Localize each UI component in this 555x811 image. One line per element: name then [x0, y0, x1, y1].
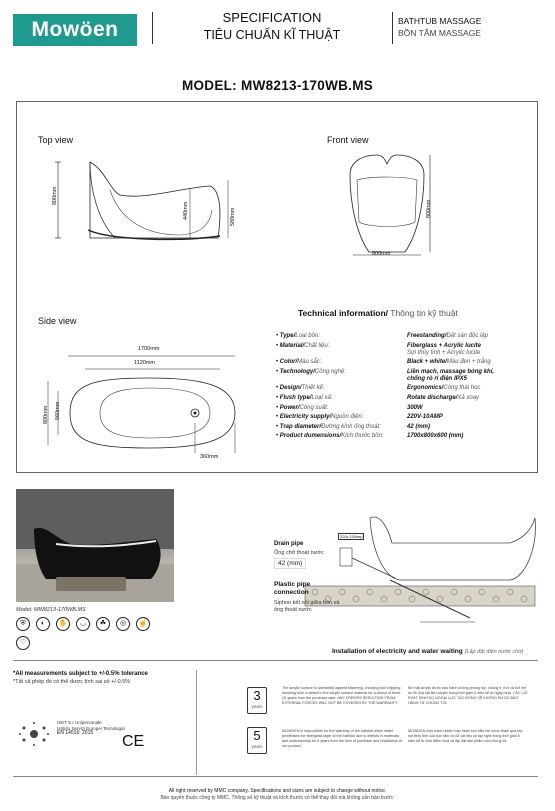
drop-icon: ◐ [36, 617, 50, 631]
spec-key: Flush type/ [279, 394, 312, 401]
spec-key-vi: Công suất: [299, 404, 329, 411]
electric-label: 220v 10Amp [340, 534, 363, 539]
spec-key-vi: Nguồn điện: [331, 414, 364, 421]
photo-caption: Model: MW8213-170WB.MS [16, 607, 86, 613]
spec-key: Technology/ [279, 368, 315, 375]
front-view-label: Front view [327, 135, 369, 145]
bathtub-photo-drawing [16, 489, 174, 602]
model-title: MODEL: MW8213-170WB.MS [181, 78, 374, 93]
installation-caption-vi: (Lắp đặt điện nước chờ) [464, 649, 524, 655]
warranty-5-unit: years [251, 744, 263, 749]
top-view-label: Top view [38, 135, 74, 145]
spec-row: • Design/Thiết kế: Ergonomics/Công thái học [276, 385, 481, 392]
dim-top-580: 580mm [230, 207, 236, 226]
vertical-divider [196, 670, 197, 775]
ce-mark: CE [122, 733, 145, 750]
touch-icon: ☝ [136, 617, 150, 631]
spec-row: • Material/Chất liệu: Fiberglass + Acrylic lucite Sợi thủy tinh + Acrylic lucite [276, 342, 481, 356]
spec-key: Electricity supply/ [279, 414, 332, 421]
spec-value-vi: Sợi thủy tinh + Acrylic lucite [407, 349, 481, 356]
leaf-icon: ☘ [96, 617, 110, 631]
spec-value-2: chống rò rỉ điện IPX5 [407, 375, 468, 382]
warranty-5-badge [247, 727, 267, 754]
installation-caption [332, 648, 523, 655]
spec-value: Fiberglass + Acrylic lucite [407, 342, 481, 349]
spec-key: Design/ [279, 385, 302, 392]
spec-value-vi: Màu đen + trắng [446, 359, 491, 366]
spec-key-vi: Đường kính ống thoát: [321, 423, 381, 430]
spec-key-vi: Loại xả: [311, 394, 333, 401]
cert-line3: EN 14516: 2015 [57, 730, 94, 736]
installation-caption-en: Installation of electricity and water waiting [332, 648, 463, 655]
spec-value-vi: Công thái học [443, 385, 481, 392]
spec-value: Freestanding/ [407, 333, 447, 339]
spec-key: Product dumensions/ [279, 433, 342, 440]
spec-row: • Power/Công suất: 300W [276, 404, 423, 411]
warranty-5-text-en: MOWOEN is responsible for the warranty of the bathtub when water penetrates the fiberglass layer of the bathtub due to defects in materials and workmanship for 5 years from the time of purchase and installation of our product. [282, 729, 402, 748]
dim-front-800w: 800mm [372, 251, 391, 257]
tolerance-en: *All measurements subject to +/-0.5% tolerance [13, 671, 148, 677]
cert-line2: Istituto Servizi Europei Tecnologici [57, 725, 126, 731]
category-vi: BỒN TẮM MASSAGE [398, 28, 481, 38]
spec-row: • Product dumensions/Kích thước bồn: 1700x800x600 (mm) [276, 433, 464, 440]
category-en: BATHTUB MASSAGE [398, 16, 482, 26]
dim-side-800: 800mm [43, 405, 49, 424]
spec-value: Rotate discharge/ [407, 394, 458, 401]
feature-icons [16, 617, 166, 650]
warranty-5-years: 5 [253, 728, 261, 743]
spec-row: • Electricity supply/Nguồn điện: 220V-10AMP [276, 414, 443, 421]
shield-icon: ⛨ [16, 617, 30, 631]
dim-side-560: 560mm [55, 401, 61, 420]
spec-key: Trap diameter/ [279, 423, 322, 430]
installation-diagram [300, 508, 540, 633]
spec-row: • Type/Loại bồn: Freestanding/Đặt sàn độc lập [276, 333, 489, 339]
spec-key-vi: Kích thước bồn: [341, 433, 384, 440]
product-photo [16, 489, 174, 602]
front-view-drawing [335, 150, 440, 260]
dim-side-1700: 1700mm [138, 346, 160, 352]
top-view-drawing [50, 150, 255, 250]
dim-front-800h: 800mm [426, 199, 432, 218]
warranty-3-text-vi: Bề mặt acrylic được bảo hành chống phồng rộp, chống ẻ, nứt và sứt mẻ do lỗi của vật liệu acrylic trong thời gian 3 năm kể từ ngày mua. CÁC LỖI PHÁT SINH DO NGOẠI LỰC TÁC ĐỘNG SẼ KHÔNG ĐƯỢC BẢO HÀNH TỪ CHÚNG TÔI. [408, 686, 528, 705]
tub-icon: ◡ [76, 617, 90, 631]
warranty-3-years: 3 [253, 688, 261, 703]
tech-title [298, 308, 458, 318]
warranty-3-unit: years [251, 704, 263, 709]
certification [57, 720, 125, 737]
drain-pipe-vi: Ống chờ thoát nước [274, 550, 324, 556]
brand-logo: Mowöen [13, 14, 137, 46]
spec-title [160, 10, 384, 42]
dim-top-800: 800mm [52, 186, 58, 205]
spec-value: 220V-10AMP [407, 414, 443, 421]
spec-table [276, 333, 534, 443]
spec-key-vi: Thiết kế: [301, 385, 325, 392]
bubble-icon: ◎ [116, 617, 130, 631]
footer-en: All right reserved by MMC company. Specifications and sizes are subject to change without notice. [168, 788, 387, 794]
footer-vi: Bản quyền thuộc công ty MMC. Thông số kỹ thuật và kích thước có thể thay đổi mà không cần báo trước. [160, 795, 395, 801]
spec-value-vi: Đặt sàn độc lập [446, 333, 489, 339]
spec-key: Type/ [279, 333, 296, 339]
plastic-pipe-title: Plastic pipe connection [274, 581, 311, 596]
spec-key-vi: Màu sắc: [297, 359, 322, 366]
spec-value: 300W [407, 404, 423, 411]
spec-title-en: SPECIFICATION [222, 10, 322, 25]
iset-logo-icon [16, 720, 52, 748]
spec-row: • Technology/Công nghệ: Liền mạch, massage bóng khí, chống rò rỉ điện IPX5 [276, 368, 495, 382]
drain-pipe-title: Drain pipe [274, 541, 304, 547]
spec-value: 42 (mm) [407, 423, 431, 430]
plastic-pipe-vi: Siphon kết nối giữa bồn và ống thoát nước [274, 600, 340, 613]
drain-pipe-value: 42 (mm) [274, 558, 306, 569]
dim-side-1120: 1120mm [134, 360, 155, 366]
spec-key: Power/ [279, 404, 300, 411]
header-divider [152, 12, 153, 44]
spec-row: • Trap diameter/Đường kính ống thoát: 42 (mm) [276, 423, 431, 430]
spec-value: Liền mạch, massage bóng khí, [407, 368, 495, 375]
tolerance-vi: *Tất cả phép đo có thể được tính sai số +/-0.5% [13, 679, 131, 685]
category [398, 16, 538, 38]
warranty-3-text-en: The acrylic surface is warranted against blistering, cracking and chipping resulting from a defect in the acrylic surface material for a period of three (3) years from the purchase date. ANY ERRORS RESULTING FROM EXTERNAL FORCES WILL NOT BE COVERED BY THE WARRANTY. [282, 686, 401, 705]
spec-value: Black + white/ [407, 359, 447, 366]
spec-key-vi: Công nghệ: [314, 368, 346, 375]
cert-line1: ISET S.r Unipersonale [57, 720, 102, 725]
spec-value: Ergonomics/ [407, 385, 444, 392]
spec-key: Material/ [279, 342, 305, 349]
side-view-label: Side view [38, 316, 77, 326]
warranty-5-text-vi: MOWOEN chịu trách nhiệm bảo hành bồn tắm khi nước thấm qua lớp sợi thủy tinh của bồn tắm do lỗi vật liệu và tay nghề trong thời gian 5 năm kể từ thời điểm mua và lắp đặt sản phẩm của chúng tôi. [408, 729, 523, 743]
heart-icon: ♡ [16, 636, 30, 650]
spec-value: 1700x800x600 (mm) [407, 433, 464, 440]
spec-value-vi: Xả xoay [457, 394, 480, 401]
dim-side-360: 360mm [200, 454, 219, 460]
tech-title-en: Technical information/ [298, 308, 389, 318]
spec-row: • Flush type/Loại xả: Rotate discharge/Xả xoay [276, 394, 480, 401]
spec-key: Color/ [279, 359, 298, 366]
tech-title-vi: Thông tin kỹ thuật [388, 308, 458, 318]
footer-divider [13, 776, 538, 777]
spec-title-vi: TIÊU CHUẨN KĨ THUẬT [203, 28, 341, 42]
header-divider-2 [392, 12, 393, 44]
spec-row: • Color/Màu sắc: Black + white/Màu đen + trắng [276, 359, 491, 366]
spec-key-vi: Chất liệu: [304, 342, 330, 349]
massage-icon: ✋ [56, 617, 70, 631]
dim-top-440: 440mm [183, 201, 189, 220]
warranty-3-badge [247, 687, 267, 714]
section-divider [13, 660, 538, 661]
spec-key-vi: Loại bồn: [295, 333, 320, 339]
